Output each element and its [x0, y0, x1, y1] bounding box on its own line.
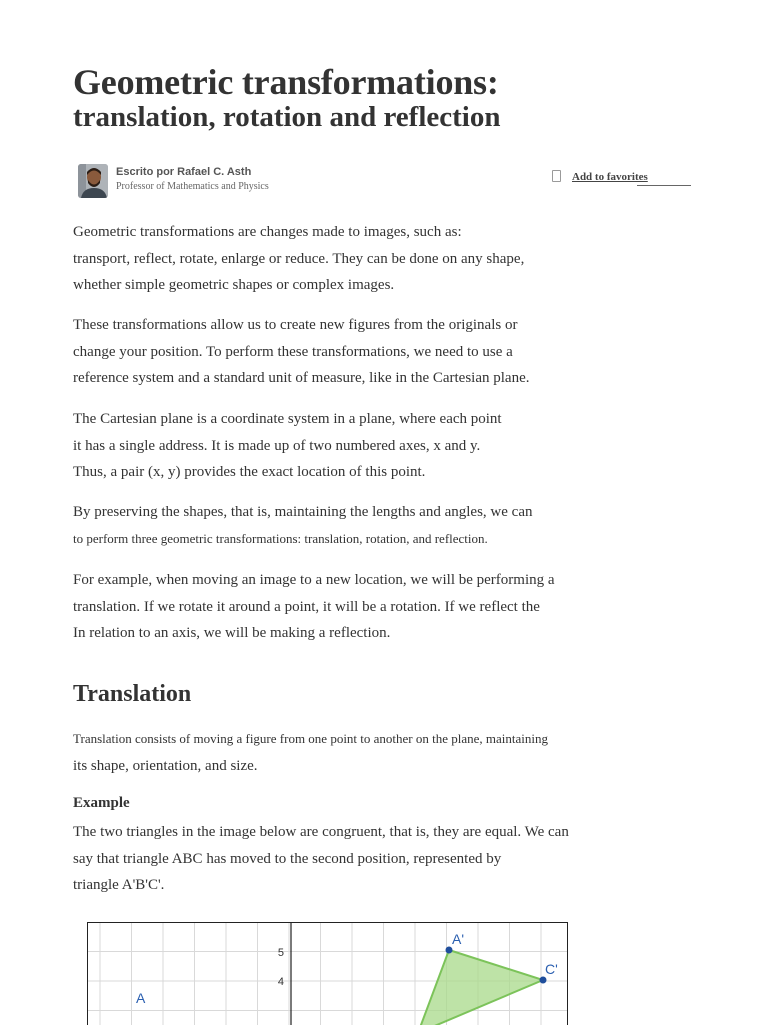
- paragraph-line: change your position. To perform these transformations, we need to use a: [73, 343, 513, 360]
- paragraph-line: triangle A'B'C'.: [73, 877, 165, 893]
- paragraph-2: [73, 312, 530, 392]
- paragraph-line: Thus, a pair (x, y) provides the exact location of this point.: [73, 464, 426, 480]
- paragraph-line: translation. If we rotate it around a point, it will be a rotation. If we reflect the: [73, 598, 540, 615]
- paragraph-line: In relation to an axis, we will be making a reflection.: [73, 625, 391, 641]
- paragraph-line: it has a single address. It is made up of two numbered axes, x and y.: [73, 437, 481, 454]
- paragraph-line: its shape, orientation, and size.: [73, 757, 258, 774]
- paragraph-line: For example, when moving an image to a new location, we will be performing a: [73, 572, 555, 588]
- example-text: [73, 819, 569, 899]
- favorites-underline: [637, 185, 691, 186]
- example-label: Example: [73, 795, 130, 811]
- add-to-favorites-button[interactable]: [552, 168, 692, 186]
- translation-intro: [73, 726, 548, 779]
- point-label: C': [545, 961, 558, 977]
- point-label: A': [452, 931, 465, 947]
- paragraph-3: [73, 406, 502, 486]
- paragraph-line: Translation consists of moving a figure from one point to another on the plane, maintaining: [73, 731, 549, 746]
- page-title: Geometric transformations:: [73, 62, 499, 102]
- author-name[interactable]: Escrito por Rafael C. Asth: [116, 166, 252, 178]
- author-block: [78, 164, 693, 200]
- paragraph-line: Geometric transformations are changes made to images, such as:: [73, 224, 462, 240]
- bookmark-icon: [552, 170, 561, 182]
- paragraph-line: The Cartesian plane is a coordinate system in a plane, where each point: [73, 411, 502, 427]
- y-tick-label: 5: [277, 947, 284, 959]
- point-label: A: [136, 990, 146, 1006]
- paragraph-line: whether simple geometric shapes or complex images.: [73, 277, 395, 293]
- paragraph-line: The two triangles in the image below are congruent, that is, they are equal. We can: [73, 824, 569, 840]
- add-to-favorites-label[interactable]: Add to favorites: [572, 171, 648, 183]
- point-a-prime: [446, 947, 453, 954]
- page-subtitle: translation, rotation and reflection: [73, 101, 501, 133]
- section-heading-translation: Translation: [73, 681, 192, 707]
- paragraph-line: By preserving the shapes, that is, maintaining the lengths and angles, we can: [73, 504, 533, 520]
- paragraph-5: [73, 567, 555, 647]
- paragraph-4: [73, 499, 532, 552]
- paragraph-line: These transformations allow us to create new figures from the originals or: [73, 317, 518, 333]
- author-avatar[interactable]: [78, 164, 108, 198]
- paragraph-line: to perform three geometric transformations: translation, rotation, and reflection.: [73, 530, 488, 546]
- cartesian-plane: [88, 923, 567, 1025]
- paragraph-line: transport, reflect, rotate, enlarge or reduce. They can be done on any shape,: [73, 250, 525, 267]
- translation-figure: [87, 922, 568, 1025]
- triangle-abc-prime: [418, 950, 543, 1025]
- point-c-prime: [540, 977, 547, 984]
- y-tick-label: 4: [277, 976, 284, 988]
- paragraph-line: say that triangle ABC has moved to the second position, represented by: [73, 850, 502, 867]
- paragraph-line: reference system and a standard unit of measure, like in the Cartesian plane.: [73, 370, 530, 386]
- author-role: Professor of Mathematics and Physics: [116, 181, 269, 192]
- paragraph-1: [73, 219, 524, 299]
